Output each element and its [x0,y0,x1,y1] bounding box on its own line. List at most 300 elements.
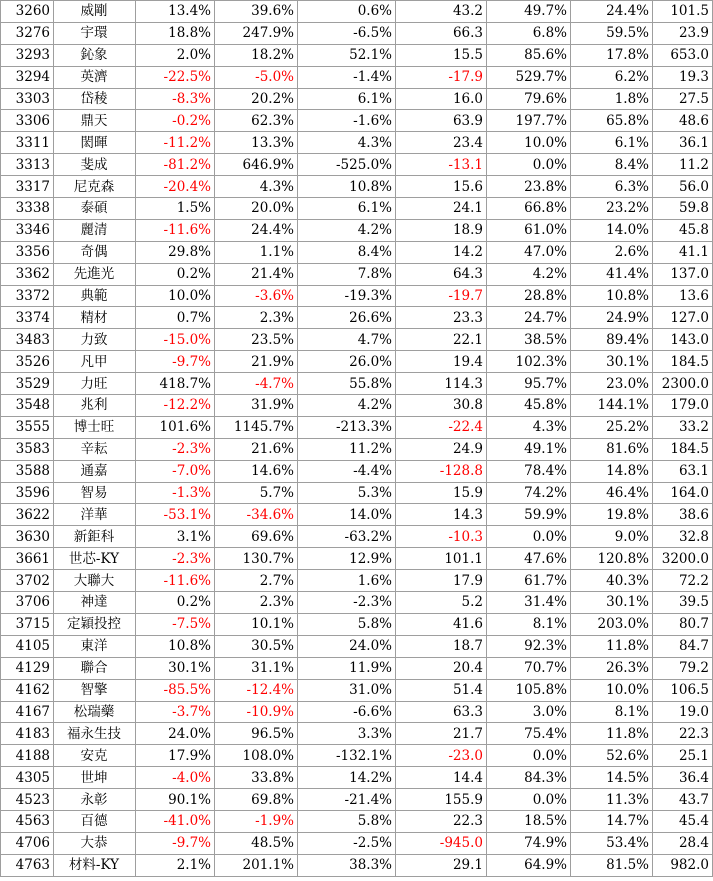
value-cell-col5: 1.6% [298,570,396,592]
value-cell-col3: 3.1% [136,526,215,548]
value-cell-col8: 30.1% [571,351,653,373]
stock-name-cell: 力旺 [54,373,136,395]
value-cell-col3: 24.0% [136,723,215,745]
value-cell-col5: -1.4% [298,66,396,88]
value-cell-col9: 13.6 [653,285,713,307]
stock-code-cell: 3529 [1,373,54,395]
stock-name-cell: 英濟 [54,66,136,88]
value-cell-col4: 646.9% [215,154,298,176]
value-cell-col8: 8.1% [571,701,653,723]
stock-name-cell: 岱稜 [54,88,136,110]
value-cell-col6: -19.7 [396,285,487,307]
value-cell-col9: 56.0 [653,176,713,198]
value-cell-col5: 8.4% [298,241,396,263]
stock-code-cell: 3622 [1,504,54,526]
value-cell-col4: 69.6% [215,526,298,548]
stock-name-cell: 世芯-KY [54,548,136,570]
value-cell-col8: 41.4% [571,263,653,285]
value-cell-col3: -7.0% [136,460,215,482]
value-cell-col9: 45.8 [653,219,713,241]
value-cell-col7: 70.7% [487,657,571,679]
value-cell-col3: -0.2% [136,110,215,132]
value-cell-col7: 74.9% [487,832,571,854]
value-cell-col7: 75.4% [487,723,571,745]
stock-name-cell: 福永生技 [54,723,136,745]
value-cell-col7: 79.6% [487,88,571,110]
value-cell-col7: 92.3% [487,635,571,657]
stock-code-cell: 3303 [1,88,54,110]
value-cell-col7: 102.3% [487,351,571,373]
value-cell-col6: 101.1 [396,548,487,570]
stock-code-cell: 4305 [1,767,54,789]
value-cell-col3: -2.3% [136,438,215,460]
value-cell-col8: 81.5% [571,854,653,876]
value-cell-col9: 3200.0 [653,548,713,570]
stock-code-cell: 3311 [1,132,54,154]
value-cell-col7: 31.4% [487,592,571,614]
value-cell-col9: 39.5 [653,592,713,614]
value-cell-col7: 197.7% [487,110,571,132]
value-cell-col6: 23.4 [396,132,487,154]
value-cell-col7: 28.8% [487,285,571,307]
value-cell-col9: 11.2 [653,154,713,176]
value-cell-col8: 52.6% [571,745,653,767]
value-cell-col4: 5.7% [215,482,298,504]
value-cell-col4: 21.9% [215,351,298,373]
value-cell-col3: 0.7% [136,307,215,329]
value-cell-col7: 10.0% [487,132,571,154]
value-cell-col7: 49.1% [487,438,571,460]
value-cell-col3: -11.6% [136,570,215,592]
table-row [1,635,713,657]
value-cell-col7: 8.1% [487,613,571,635]
value-cell-col7: 529.7% [487,66,571,88]
stock-name-cell: 東洋 [54,635,136,657]
stock-code-cell: 3260 [1,1,54,23]
value-cell-col7: 95.7% [487,373,571,395]
value-cell-col6: 19.4 [396,351,487,373]
value-cell-col8: 24.4% [571,1,653,23]
value-cell-col8: 59.5% [571,22,653,44]
value-cell-col7: 105.8% [487,679,571,701]
value-cell-col4: 247.9% [215,22,298,44]
value-cell-col8: 40.3% [571,570,653,592]
table-row [1,1,713,23]
value-cell-col6: 30.8 [396,395,487,417]
value-cell-col9: 36.1 [653,132,713,154]
value-cell-col6: 16.0 [396,88,487,110]
stock-code-cell: 3313 [1,154,54,176]
value-cell-col3: -7.5% [136,613,215,635]
value-cell-col6: 22.1 [396,329,487,351]
table-row [1,198,713,220]
value-cell-col9: 84.7 [653,635,713,657]
value-cell-col5: 55.8% [298,373,396,395]
value-cell-col9: 41.1 [653,241,713,263]
table-row [1,482,713,504]
stock-name-cell: 洋華 [54,504,136,526]
stock-code-cell: 3596 [1,482,54,504]
value-cell-col5: 5.3% [298,482,396,504]
value-cell-col5: 31.0% [298,679,396,701]
stock-name-cell: 材料-KY [54,854,136,876]
stock-name-cell: 大恭 [54,832,136,854]
table-row [1,307,713,329]
value-cell-col4: -3.6% [215,285,298,307]
value-cell-col5: 26.6% [298,307,396,329]
value-cell-col5: 52.1% [298,44,396,66]
value-cell-col5: 4.2% [298,219,396,241]
value-cell-col8: 14.5% [571,767,653,789]
stock-code-cell: 3706 [1,592,54,614]
value-cell-col3: 17.9% [136,745,215,767]
value-cell-col3: -81.2% [136,154,215,176]
value-cell-col4: 33.8% [215,767,298,789]
stock-name-cell: 宇環 [54,22,136,44]
value-cell-col4: 10.1% [215,613,298,635]
table-row [1,154,713,176]
value-cell-col4: -10.9% [215,701,298,723]
table-row [1,176,713,198]
value-cell-col5: -1.6% [298,110,396,132]
table-row [1,263,713,285]
value-cell-col3: 2.1% [136,854,215,876]
value-cell-col3: -9.7% [136,351,215,373]
value-cell-col5: 6.1% [298,88,396,110]
stock-code-cell: 4167 [1,701,54,723]
value-cell-col3: -4.0% [136,767,215,789]
value-cell-col7: 49.7% [487,1,571,23]
stock-code-cell: 3630 [1,526,54,548]
value-cell-col7: 0.0% [487,745,571,767]
value-cell-col6: 51.4 [396,679,487,701]
value-cell-col8: 23.2% [571,198,653,220]
value-cell-col9: 45.4 [653,810,713,832]
table-row [1,438,713,460]
stock-code-cell: 4563 [1,810,54,832]
value-cell-col6: -10.3 [396,526,487,548]
value-cell-col4: 1145.7% [215,416,298,438]
value-cell-col7: 23.8% [487,176,571,198]
value-cell-col3: 0.2% [136,263,215,285]
value-cell-col6: 114.3 [396,373,487,395]
stock-name-cell: 閎暉 [54,132,136,154]
value-cell-col8: 11.8% [571,635,653,657]
value-cell-col8: 6.2% [571,66,653,88]
value-cell-col6: -17.9 [396,66,487,88]
table-row [1,548,713,570]
value-cell-col9: 127.0 [653,307,713,329]
value-cell-col9: 23.9 [653,22,713,44]
value-cell-col7: 64.9% [487,854,571,876]
value-cell-col4: 21.4% [215,263,298,285]
table-row [1,285,713,307]
stock-code-cell: 3483 [1,329,54,351]
value-cell-col4: 2.3% [215,307,298,329]
value-cell-col8: 81.6% [571,438,653,460]
value-cell-col3: -22.5% [136,66,215,88]
value-cell-col3: -11.6% [136,219,215,241]
table-row [1,88,713,110]
stock-name-cell: 百德 [54,810,136,832]
value-cell-col5: -525.0% [298,154,396,176]
value-cell-col5: -132.1% [298,745,396,767]
value-cell-col8: 6.1% [571,132,653,154]
value-cell-col5: 4.3% [298,132,396,154]
value-cell-col8: 46.4% [571,482,653,504]
value-cell-col3: 10.8% [136,635,215,657]
stock-name-cell: 聯合 [54,657,136,679]
stock-name-cell: 世坤 [54,767,136,789]
value-cell-col6: 64.3 [396,263,487,285]
value-cell-col5: 24.0% [298,635,396,657]
value-cell-col5: -2.3% [298,592,396,614]
value-cell-col4: 39.6% [215,1,298,23]
value-cell-col7: 0.0% [487,526,571,548]
value-cell-col6: 43.2 [396,1,487,23]
table-row [1,810,713,832]
value-cell-col4: 1.1% [215,241,298,263]
value-cell-col8: 11.8% [571,723,653,745]
value-cell-col3: 10.0% [136,285,215,307]
value-cell-col3: 418.7% [136,373,215,395]
value-cell-col4: -5.0% [215,66,298,88]
value-cell-col6: 24.1 [396,198,487,220]
value-cell-col5: 26.0% [298,351,396,373]
stock-name-cell: 典範 [54,285,136,307]
table-row [1,110,713,132]
value-cell-col6: 15.9 [396,482,487,504]
value-cell-col5: -4.4% [298,460,396,482]
value-cell-col8: 10.8% [571,285,653,307]
value-cell-col5: -19.3% [298,285,396,307]
stock-name-cell: 定穎投控 [54,613,136,635]
table-row [1,526,713,548]
value-cell-col6: 155.9 [396,789,487,811]
value-cell-col9: 80.7 [653,613,713,635]
value-cell-col8: 17.8% [571,44,653,66]
value-cell-col7: 18.5% [487,810,571,832]
value-cell-col4: 14.6% [215,460,298,482]
value-cell-col7: 24.7% [487,307,571,329]
value-cell-col9: 59.8 [653,198,713,220]
table-row [1,854,713,876]
stock-name-cell: 奇偶 [54,241,136,263]
stock-name-cell: 新鉅科 [54,526,136,548]
value-cell-col3: -41.0% [136,810,215,832]
table-row [1,679,713,701]
value-cell-col4: -34.6% [215,504,298,526]
stock-name-cell: 凡甲 [54,351,136,373]
value-cell-col9: 27.5 [653,88,713,110]
value-cell-col5: 11.2% [298,438,396,460]
value-cell-col8: 11.3% [571,789,653,811]
value-cell-col6: 18.7 [396,635,487,657]
value-cell-col6: 18.9 [396,219,487,241]
value-cell-col4: 31.9% [215,395,298,417]
stock-code-cell: 3294 [1,66,54,88]
stock-code-cell: 3583 [1,438,54,460]
value-cell-col8: 23.0% [571,373,653,395]
value-cell-col8: 19.8% [571,504,653,526]
stock-code-cell: 4129 [1,657,54,679]
value-cell-col4: -12.4% [215,679,298,701]
table-row [1,767,713,789]
value-cell-col9: 982.0 [653,854,713,876]
value-cell-col4: 23.5% [215,329,298,351]
value-cell-col5: 12.9% [298,548,396,570]
stock-code-cell: 3293 [1,44,54,66]
value-cell-col7: 45.8% [487,395,571,417]
value-cell-col3: 1.5% [136,198,215,220]
stock-name-cell: 力致 [54,329,136,351]
value-cell-col5: 5.8% [298,613,396,635]
value-cell-col6: 29.1 [396,854,487,876]
value-cell-col9: 79.2 [653,657,713,679]
value-cell-col9: 137.0 [653,263,713,285]
value-cell-col5: 4.2% [298,395,396,417]
value-cell-col4: 4.3% [215,176,298,198]
stock-code-cell: 3276 [1,22,54,44]
value-cell-col9: 19.3 [653,66,713,88]
value-cell-col6: 23.3 [396,307,487,329]
table-row [1,657,713,679]
value-cell-col3: 30.1% [136,657,215,679]
value-cell-col9: 101.5 [653,1,713,23]
value-cell-col5: 3.3% [298,723,396,745]
value-cell-col9: 2300.0 [653,373,713,395]
value-cell-col6: 63.9 [396,110,487,132]
value-cell-col5: 14.2% [298,767,396,789]
value-cell-col9: 179.0 [653,395,713,417]
value-cell-col6: 14.2 [396,241,487,263]
value-cell-col9: 28.4 [653,832,713,854]
table-row [1,832,713,854]
value-cell-col4: 13.3% [215,132,298,154]
value-cell-col9: 43.7 [653,789,713,811]
value-cell-col5: 0.6% [298,1,396,23]
value-cell-col5: 7.8% [298,263,396,285]
value-cell-col6: 5.2 [396,592,487,614]
stock-code-cell: 3362 [1,263,54,285]
value-cell-col6: 17.9 [396,570,487,592]
stock-name-cell: 大聯大 [54,570,136,592]
value-cell-col8: 25.2% [571,416,653,438]
value-cell-col8: 14.8% [571,460,653,482]
value-cell-col9: 72.2 [653,570,713,592]
stock-code-cell: 3306 [1,110,54,132]
stock-name-cell: 兆利 [54,395,136,417]
value-cell-col7: 61.0% [487,219,571,241]
stock-code-cell: 3661 [1,548,54,570]
value-cell-col5: 4.7% [298,329,396,351]
value-cell-col4: 18.2% [215,44,298,66]
value-cell-col6: 15.5 [396,44,487,66]
value-cell-col9: 63.1 [653,460,713,482]
value-cell-col8: 9.0% [571,526,653,548]
value-cell-col4: 2.3% [215,592,298,614]
stock-name-cell: 神達 [54,592,136,614]
table-row [1,132,713,154]
stock-name-cell: 智擎 [54,679,136,701]
value-cell-col8: 8.4% [571,154,653,176]
value-cell-col3: -11.2% [136,132,215,154]
value-cell-col3: -8.3% [136,88,215,110]
value-cell-col7: 47.0% [487,241,571,263]
value-cell-col6: 20.4 [396,657,487,679]
value-cell-col5: -213.3% [298,416,396,438]
stock-name-cell: 鼎天 [54,110,136,132]
value-cell-col4: -4.7% [215,373,298,395]
value-cell-col7: 3.0% [487,701,571,723]
value-cell-col4: 30.5% [215,635,298,657]
table-row [1,613,713,635]
value-cell-col3: -1.3% [136,482,215,504]
value-cell-col8: 26.3% [571,657,653,679]
value-cell-col3: 101.6% [136,416,215,438]
value-cell-col8: 2.6% [571,241,653,263]
value-cell-col9: 33.2 [653,416,713,438]
value-cell-col9: 184.5 [653,351,713,373]
value-cell-col8: 144.1% [571,395,653,417]
value-cell-col3: 0.2% [136,592,215,614]
value-cell-col5: -6.6% [298,701,396,723]
value-cell-col5: 11.9% [298,657,396,679]
table-row [1,395,713,417]
stock-name-cell: 辛耘 [54,438,136,460]
table-row [1,592,713,614]
value-cell-col9: 22.3 [653,723,713,745]
table-row [1,504,713,526]
table-row [1,416,713,438]
value-cell-col8: 1.8% [571,88,653,110]
value-cell-col4: 31.1% [215,657,298,679]
value-cell-col8: 53.4% [571,832,653,854]
value-cell-col9: 48.6 [653,110,713,132]
stock-code-cell: 3526 [1,351,54,373]
stock-name-cell: 安克 [54,745,136,767]
table-row [1,373,713,395]
value-cell-col6: 24.9 [396,438,487,460]
value-cell-col7: 85.6% [487,44,571,66]
value-cell-col8: 24.9% [571,307,653,329]
table-row [1,241,713,263]
value-cell-col7: 74.2% [487,482,571,504]
value-cell-col7: 66.8% [487,198,571,220]
value-cell-col6: 22.3 [396,810,487,832]
value-cell-col9: 143.0 [653,329,713,351]
value-cell-col6: 63.3 [396,701,487,723]
value-cell-col9: 32.8 [653,526,713,548]
stock-code-cell: 4105 [1,635,54,657]
value-cell-col8: 120.8% [571,548,653,570]
value-cell-col3: -12.2% [136,395,215,417]
value-cell-col6: -23.0 [396,745,487,767]
value-cell-col6: 21.7 [396,723,487,745]
stock-code-cell: 3346 [1,219,54,241]
value-cell-col5: -21.4% [298,789,396,811]
value-cell-col4: 108.0% [215,745,298,767]
table-row [1,460,713,482]
value-cell-col9: 653.0 [653,44,713,66]
stock-code-cell: 3555 [1,416,54,438]
stock-name-cell: 威剛 [54,1,136,23]
stock-code-cell: 3588 [1,460,54,482]
table-row [1,701,713,723]
value-cell-col3: -9.7% [136,832,215,854]
value-cell-col4: 62.3% [215,110,298,132]
value-cell-col5: -63.2% [298,526,396,548]
